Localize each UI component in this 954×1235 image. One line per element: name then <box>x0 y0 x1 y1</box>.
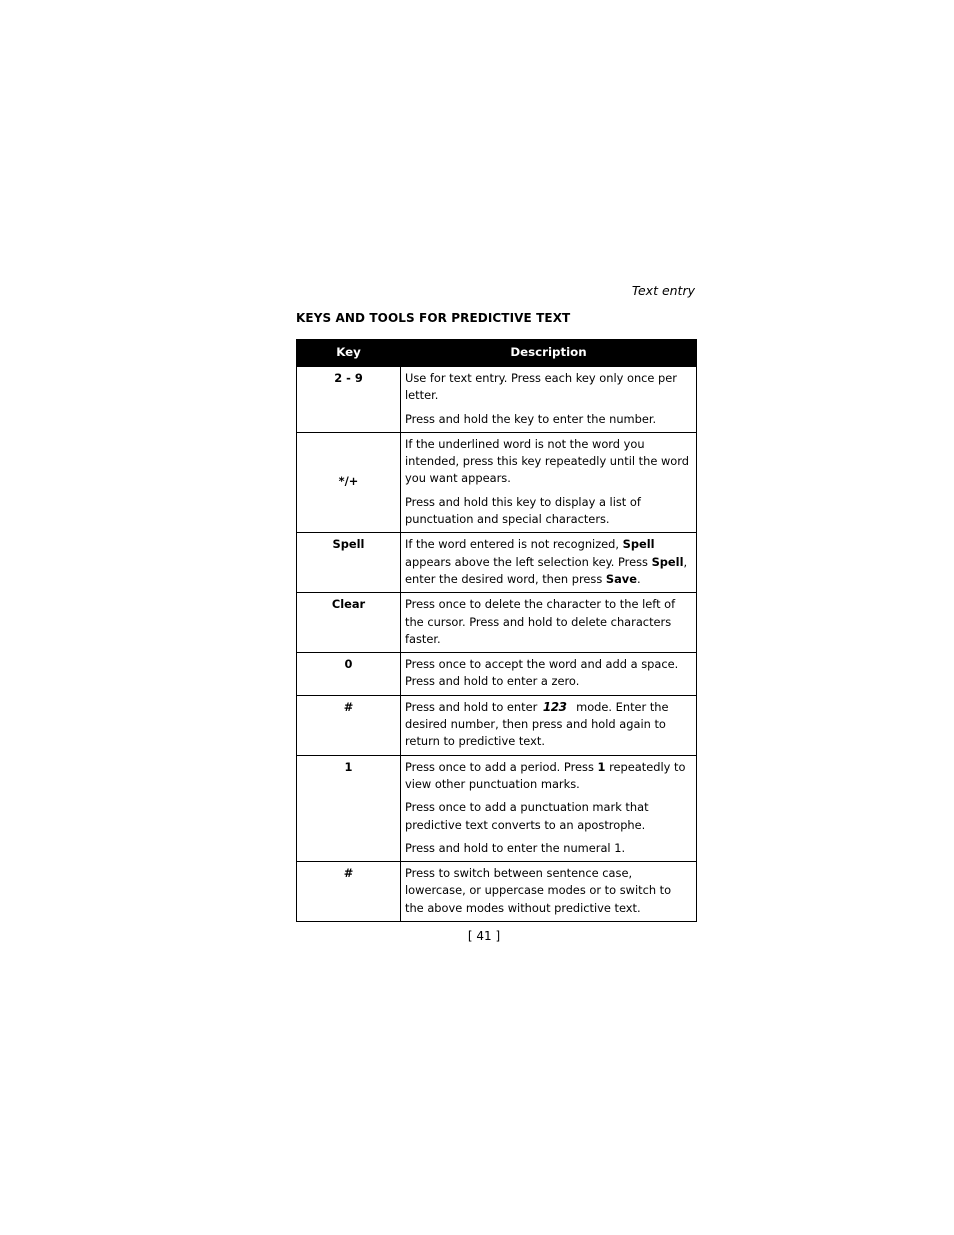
description-paragraph: Press to switch between sentence case, lowercase, or uppercase modes or to switch to the above modes without predictive text. <box>405 866 672 915</box>
key-cell: Spell <box>297 533 401 593</box>
description-paragraph: Press once to accept the word and add a space. Press and hold to enter a zero. <box>405 657 679 689</box>
section-title: KEYS AND TOOLS FOR PREDICTIVE TEXT <box>296 311 571 325</box>
description-cell <box>401 862 697 922</box>
description-paragraph: Press once to add a punctuation mark that predictive text converts to an apostrophe. <box>405 800 649 832</box>
key-cell: # <box>297 695 401 755</box>
table-header-row <box>297 340 697 367</box>
column-header-key: Key <box>297 340 401 367</box>
key-cell: 2 - 9 <box>297 367 401 433</box>
description-paragraph: Press and hold the key to enter the number. <box>405 411 657 426</box>
column-header-description: Description <box>401 340 697 367</box>
description-paragraph: Press once to delete the character to the left of the cursor. Press and hold to delete characters faster. <box>405 597 676 646</box>
description-cell <box>401 367 697 433</box>
description-paragraph: Press and hold this key to display a list of punctuation and special characters. <box>405 494 641 527</box>
description-cell <box>401 593 697 653</box>
text-run: , enter the desired word, then press <box>405 554 688 586</box>
text-run: appears above the left selection key. Press <box>405 554 652 569</box>
text-run: . <box>636 571 641 586</box>
keys-table <box>296 339 697 922</box>
description-cell <box>401 755 697 861</box>
table-row <box>297 755 697 861</box>
description-paragraph: If the underlined word is not the word you intended, press this key repeatedly until the word you want appears. <box>405 436 689 486</box>
key-cell: Clear <box>297 593 401 653</box>
table-row <box>297 367 697 433</box>
description-cell <box>401 533 697 593</box>
key-cell: # <box>297 862 401 922</box>
text-run: Press and hold to enter <box>405 699 541 714</box>
description-cell <box>401 653 697 696</box>
bold-term: Spell <box>651 554 684 569</box>
running-header: Text entry <box>631 283 695 298</box>
page-number: [ 41 ] <box>467 929 501 943</box>
table-row <box>297 432 697 532</box>
text-run: If the word entered is not recognized, <box>405 537 623 552</box>
numeric-mode-icon: 123 <box>542 699 567 714</box>
description-cell <box>401 695 697 755</box>
key-cell: 1 <box>297 755 401 861</box>
description-paragraph <box>405 536 692 588</box>
table-row <box>297 695 697 755</box>
description-paragraph <box>405 699 692 751</box>
description-cell <box>401 432 697 532</box>
bold-term: Spell <box>622 537 655 552</box>
table-row <box>297 653 697 696</box>
table-row <box>297 862 697 922</box>
table-row <box>297 593 697 653</box>
table-row <box>297 533 697 593</box>
description-paragraph: Press and hold to enter the numeral 1. <box>405 840 626 855</box>
bold-term: Save <box>605 571 637 586</box>
description-paragraph <box>405 759 692 794</box>
description-paragraph: Use for text entry. Press each key only once per letter. <box>405 371 677 403</box>
key-cell: */+ <box>297 432 401 532</box>
key-cell: 0 <box>297 653 401 696</box>
text-run: mode. Enter the desired number, then press and hold again to return to predictive text. <box>405 699 669 749</box>
text-run: Press once to add a period. Press <box>405 759 598 774</box>
text-run: repeatedly to view other punctuation marks. <box>405 759 686 791</box>
bold-term: 1 <box>597 759 606 774</box>
